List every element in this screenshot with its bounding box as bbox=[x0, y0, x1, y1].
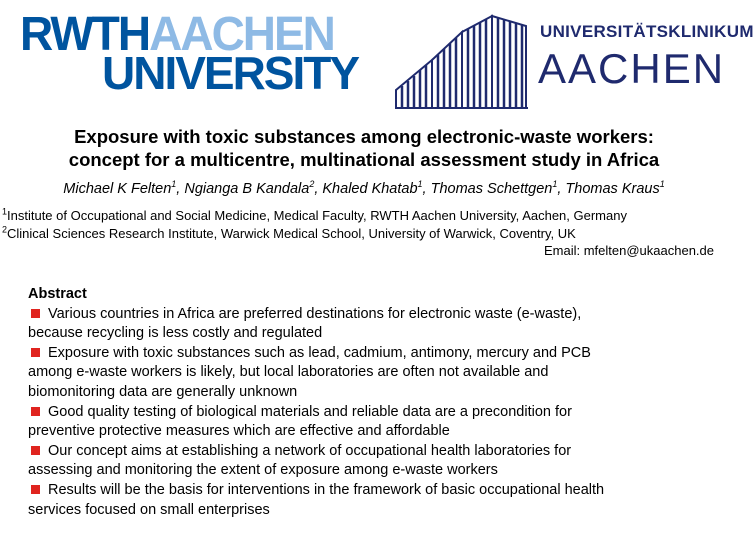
author: Thomas Schettgen$^1$, bbox=[430, 179, 566, 197]
author-list bbox=[0, 181, 728, 197]
red-square-bullet-icon bbox=[31, 309, 40, 318]
abstract-section bbox=[28, 285, 708, 520]
affiliation: $^2$Clinical Sciences Research Institute, Warwick Medical School, University of Warwick, Coventry, UK bbox=[2, 224, 576, 241]
red-square-bullet-icon bbox=[31, 485, 40, 494]
uniklinik-city-text: AACHEN bbox=[538, 45, 726, 92]
abstract-point: Results will be the basis for interventions in the framework of basic occupational health services focused on small enterprises bbox=[28, 481, 605, 518]
abstract-point: Our concept aims at establishing a network of occupational health laboratories for assessing and monitoring the extent of exposure among e-waste workers bbox=[28, 442, 572, 479]
red-square-bullet-icon bbox=[31, 407, 40, 416]
author: Michael K Felten$^1$, bbox=[63, 179, 185, 197]
red-square-bullet-icon bbox=[31, 348, 40, 357]
affiliation: $^1$Institute of Occupational and Social Medicine, Medical Faculty, RWTH Aachen University, Aachen, Germany bbox=[2, 206, 627, 223]
uniklinik-building-icon bbox=[392, 12, 532, 112]
uniklinik-logo bbox=[392, 12, 754, 112]
abstract-point: Exposure with toxic substances such as lead, cadmium, antimony, mercury and PCB among e-waste workers is likely, but local laboratories are often not available and biomonitoring data are generally unknown bbox=[28, 344, 591, 400]
rwth-logo bbox=[20, 5, 359, 99]
author: Thomas Kraus$^1$ bbox=[565, 179, 665, 197]
author: Ngianga B Kandala$^2$, bbox=[184, 179, 323, 197]
rwth-logo-text: RWTH bbox=[20, 5, 150, 61]
uniklinik-name-text: UNIVERSITÄTSKLINIKUM bbox=[540, 22, 754, 41]
title-line-1: Exposure with toxic substances among electronic-waste workers: bbox=[74, 126, 654, 147]
contact-email: Email: mfelten@ukaachen.de bbox=[543, 243, 714, 258]
rwth-aachen-text: AACHEN bbox=[149, 5, 334, 61]
abstract-point: Good quality testing of biological materials and reliable data are a precondition for preventive protective measures which are effective and affordable bbox=[28, 403, 572, 440]
abstract-heading: Abstract bbox=[28, 286, 87, 302]
abstract-point: Various countries in Africa are preferred destinations for electronic waste (e-waste), because recycling is less costly and regulated bbox=[28, 305, 582, 342]
poster-title bbox=[0, 125, 728, 171]
title-line-2: concept for a multicentre, multinational assessment study in Africa bbox=[68, 149, 660, 170]
author: Khaled Khatab$^1$, bbox=[322, 179, 431, 197]
rwth-university-text: UNIVERSITY bbox=[102, 47, 359, 99]
red-square-bullet-icon bbox=[31, 446, 40, 455]
